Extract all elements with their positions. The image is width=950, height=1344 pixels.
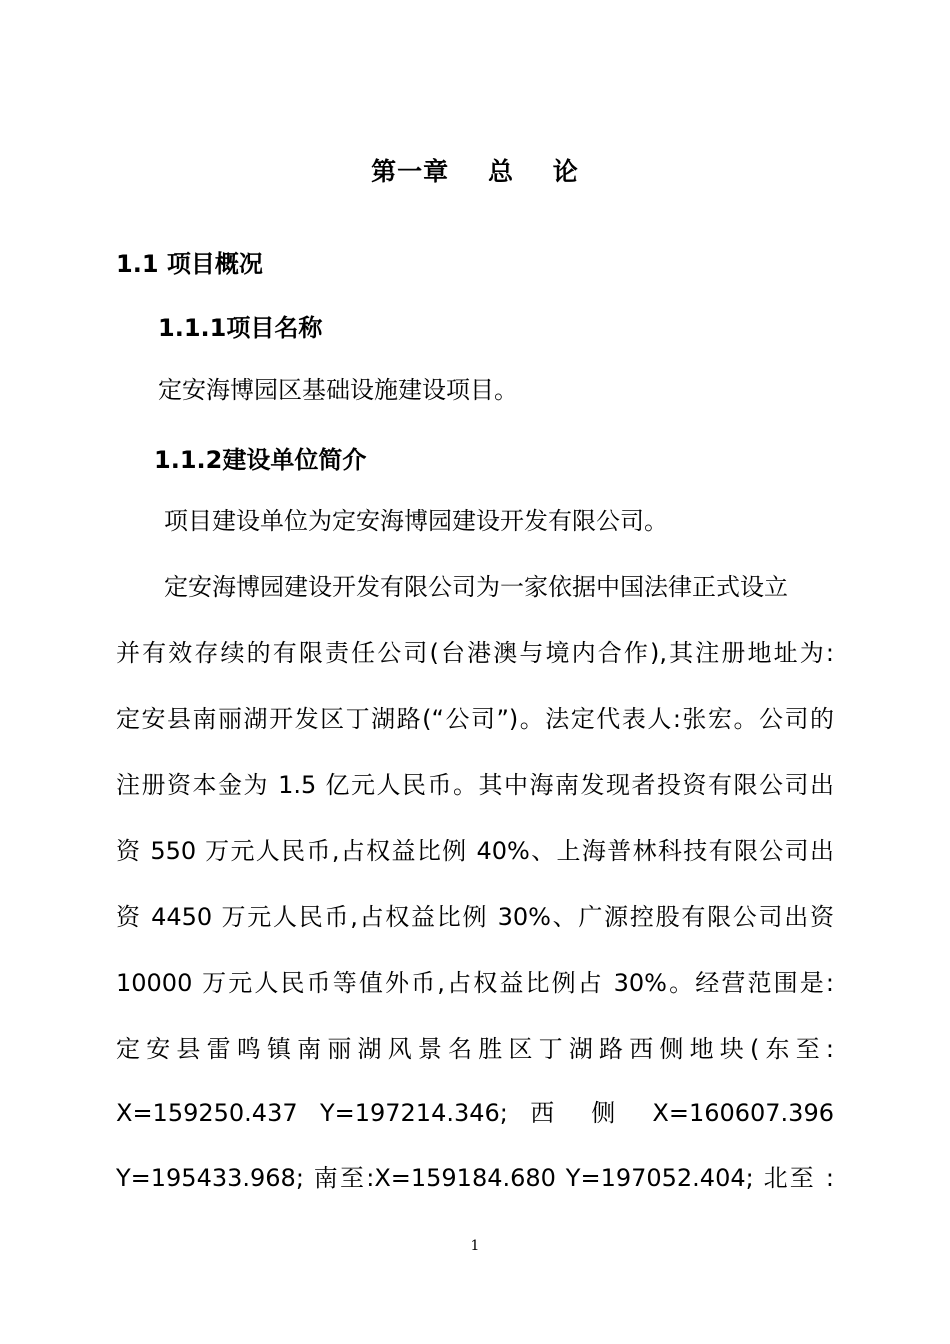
paragraph-line: 资 550 万元人民币,占权益比例 40%、上海普林科技有限公司出 bbox=[116, 837, 834, 865]
paragraph-line: Y=195433.968; 南至:X=159184.680 Y=197052.404; 北至 : bbox=[116, 1164, 834, 1192]
subsection-heading-1-1-2: 1.1.2建设单位简介 bbox=[154, 446, 367, 474]
chapter-title: 第一章 总 论 bbox=[371, 157, 579, 186]
subsection-heading-1-1-1: 1.1.1项目名称 bbox=[158, 314, 323, 342]
paragraph-line: 定安海博园建设开发有限公司为一家依据中国法律正式设立 bbox=[164, 573, 788, 601]
paragraph-line: 注册资本金为 1.5 亿元人民币。其中海南发现者投资有限公司出 bbox=[116, 771, 834, 799]
builder-intro-text: 项目建设单位为定安海博园建设开发有限公司。 bbox=[164, 507, 668, 535]
project-name-text: 定安海博园区基础设施建设项目。 bbox=[158, 376, 518, 404]
paragraph-line: X=159250.437 Y=197214.346; 西 侧 X=160607.396 bbox=[116, 1099, 834, 1127]
section-heading: 1.1 项目概况 bbox=[116, 250, 263, 278]
paragraph-line: 定安县雷鸣镇南丽湖风景名胜区丁湖路西侧地块(东至: bbox=[116, 1035, 834, 1063]
paragraph-line: 定安县南丽湖开发区丁湖路(“公司”)。法定代表人:张宏。公司的 bbox=[116, 705, 834, 733]
paragraph-line: 资 4450 万元人民币,占权益比例 30%、广源控股有限公司出资 bbox=[116, 903, 834, 931]
paragraph-line: 并有效存续的有限责任公司(台港澳与境内合作),其注册地址为: bbox=[116, 639, 834, 667]
page-number: 1 bbox=[470, 1238, 480, 1254]
paragraph-line: 10000 万元人民币等值外币,占权益比例占 30%。经营范围是: bbox=[116, 969, 834, 997]
